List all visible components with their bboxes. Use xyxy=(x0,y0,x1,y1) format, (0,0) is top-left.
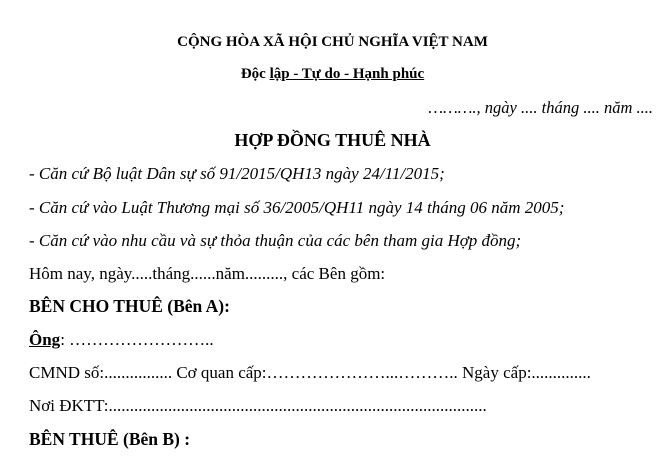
representative-value: : …………………….. xyxy=(60,330,214,349)
document-title: HỢP ĐỒNG THUÊ NHÀ xyxy=(234,130,431,150)
date-line: ………., ngày .... tháng .... năm .... xyxy=(428,98,653,117)
party-b-heading: BÊN THUÊ (Bên B) : xyxy=(29,429,191,449)
party-a-address-line: Nơi ĐKTT:......................................................................................... xyxy=(29,396,487,415)
party-a-representative xyxy=(29,330,214,350)
national-motto xyxy=(0,66,665,83)
party-a-heading: BÊN CHO THUÊ (Bên A): xyxy=(29,296,230,316)
representative-label: Ông xyxy=(29,330,61,349)
legal-basis-commercial-law: - Căn cứ vào Luật Thương mại số 36/2005/QH11 ngày 14 tháng 06 năm 2005; xyxy=(29,198,565,217)
party-a-id-line: CMND số:................ Cơ quan cấp:…………………...……….. Ngày cấp:.............. xyxy=(29,363,591,382)
motto-first-word: Độc xyxy=(240,66,270,82)
legal-basis-agreement: - Căn cứ vào nhu cầu và sự thỏa thuận của các bên tham gia Hợp đồng; xyxy=(29,231,522,250)
intro-line: Hôm nay, ngày.....tháng......năm........., các Bên gồm: xyxy=(29,264,386,283)
motto-rest: lập - Tự do - Hạnh phúc xyxy=(269,66,425,82)
legal-basis-civil-code: - Căn cứ Bộ luật Dân sự số 91/2015/QH13 ngày 24/11/2015; xyxy=(29,164,445,183)
national-title: CỘNG HÒA XÃ HỘI CHỦ NGHĨA VIỆT NAM xyxy=(177,34,488,50)
